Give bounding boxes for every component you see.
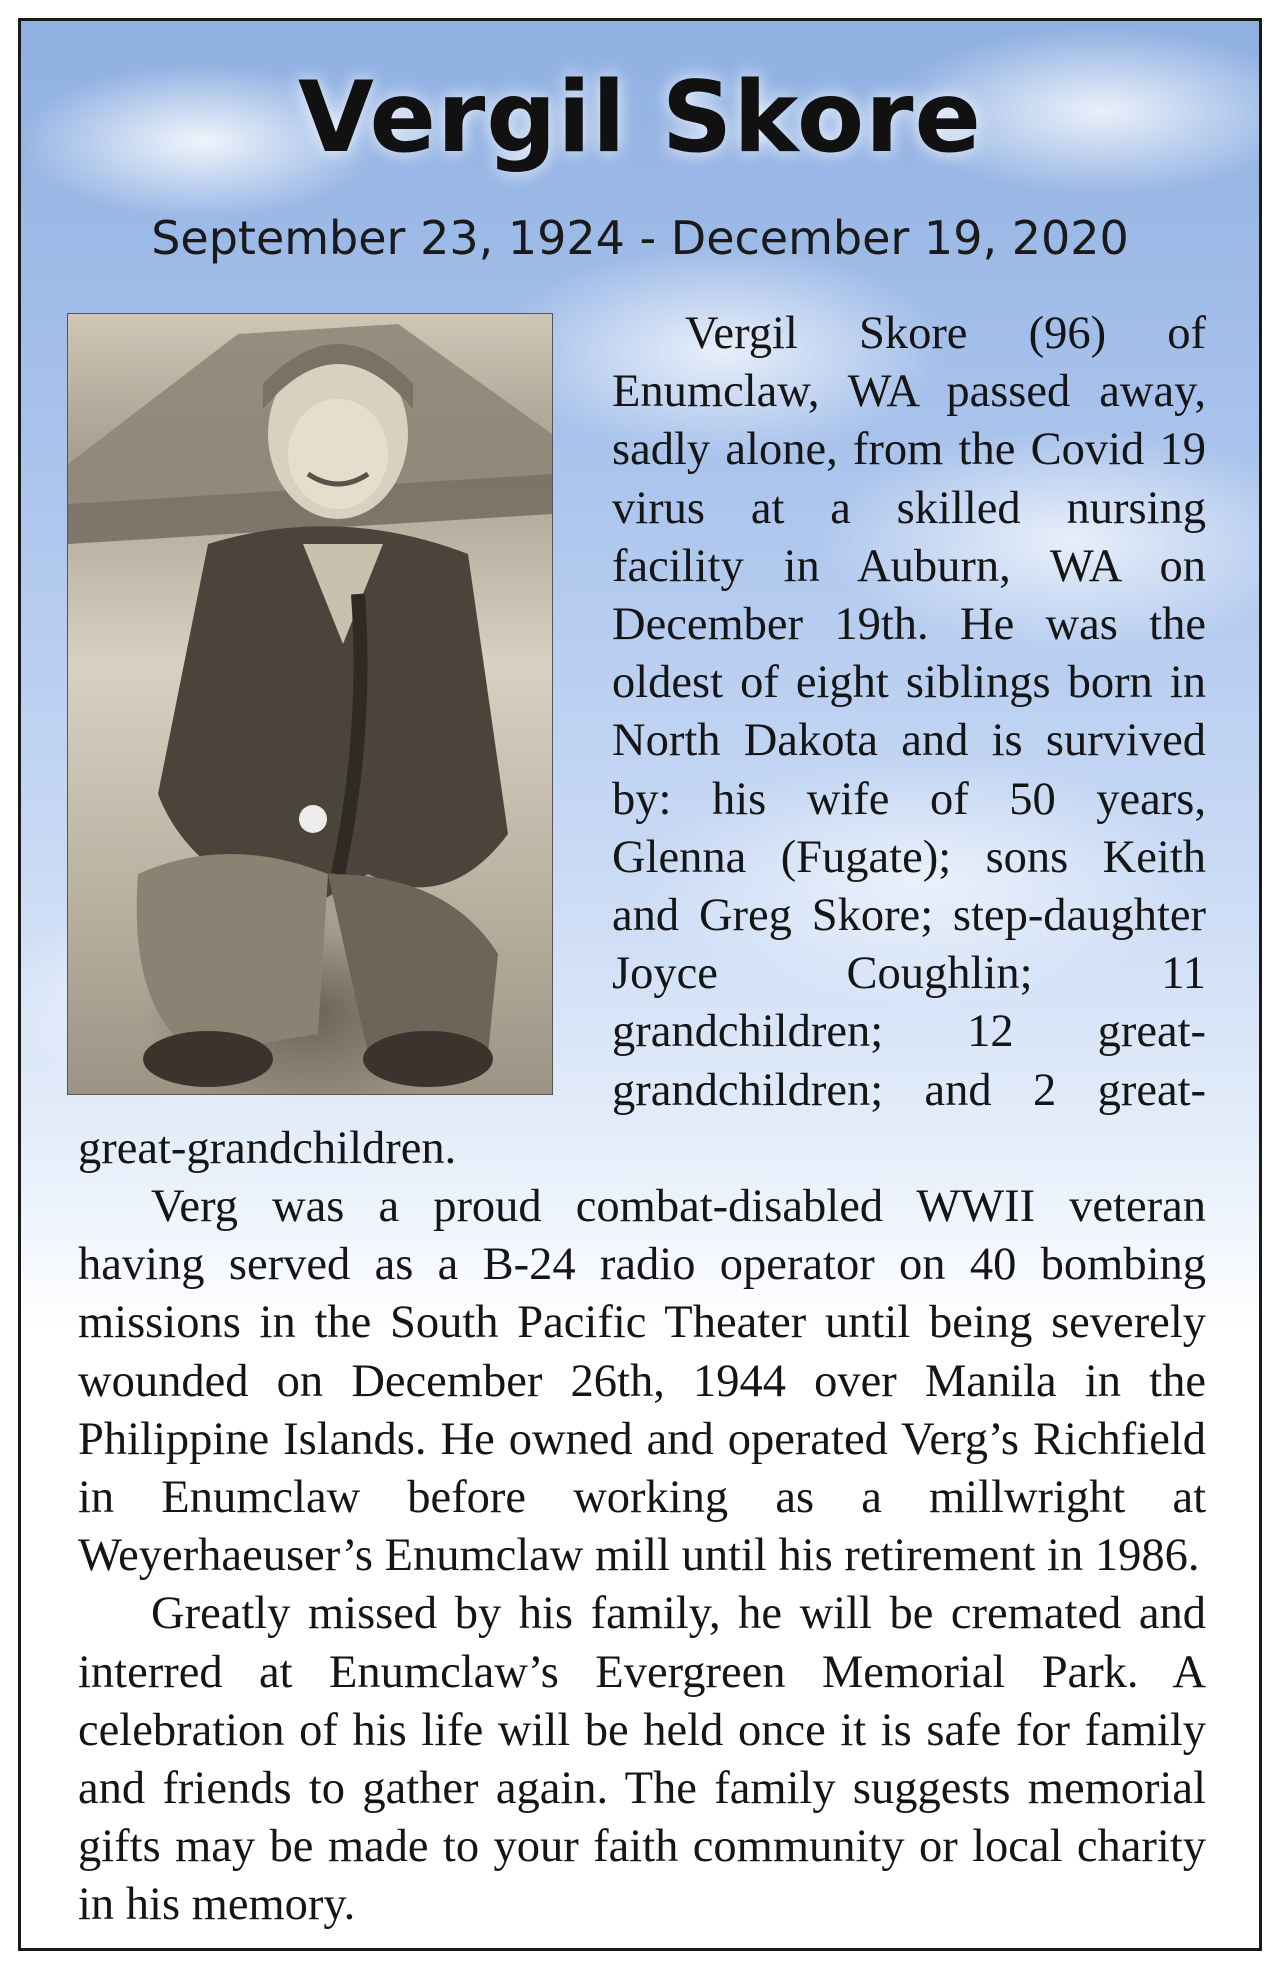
obituary-frame <box>18 18 1262 1951</box>
paragraph-3: Greatly missed by his family, he will be cremated and interred at Enumclaw’s Evergreen Memorial Park. A celebration of his life will be held once it is safe for family and friends to gather again. The family suggests memorial gifts may be made to your faith community or local charity in his memory. <box>78 1588 1206 1931</box>
life-dates: September 23, 1924 - December 19, 2020 <box>151 211 1129 265</box>
paragraph-2: Verg was a proud combat-disabled WWII veteran having served as a B-24 radio operator on 40 bombing missions in the South Pacific Theater until being severely wounded on December 26th, 1944 over Manila in the Philippine Islands. He owned and operated Verg’s Richfield in Enumclaw before working as a millwright at Weyerhaeuser’s Enumclaw mill until his retirement in 1986. <box>78 1181 1206 1582</box>
photo-spacer <box>78 305 612 1108</box>
obituary-body <box>78 305 1206 1935</box>
paragraph-1: Vergil Skore (96) of Enumclaw, WA passed away, sadly alone, from the Covid 19 virus at a skilled nursing facility in Auburn, WA on December 19th. He was the oldest of eight siblings born in North Dakota and is survived by: his wife of 50 years, Glenna (Fugate); sons Keith and Greg Skore; step-daughter Joyce Coughlin; 11 grandchildren; 12 great-grandchildren; and 2 great-great-grandchildren. <box>78 308 1206 1174</box>
deceased-name: Vergil Skore <box>298 61 982 175</box>
